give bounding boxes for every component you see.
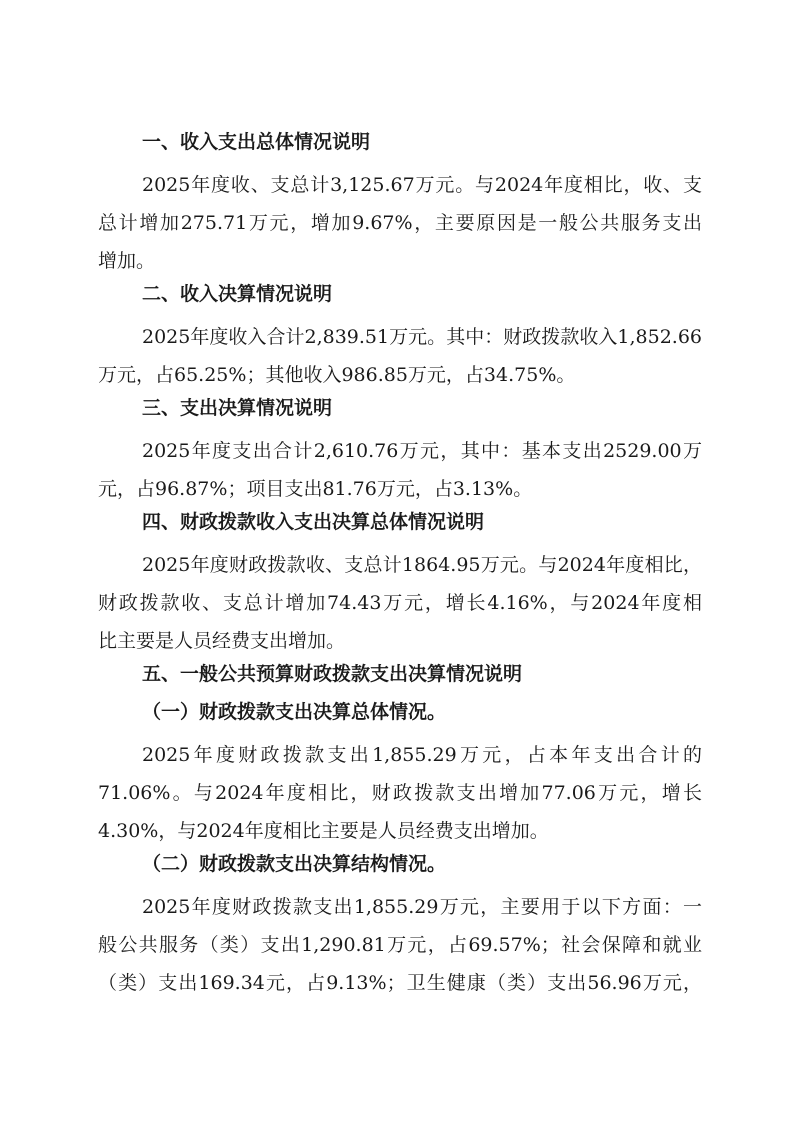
paragraph-line: 2025年度收入合计2,839.51万元。其中：财政拨款收入1,852.66 <box>142 326 702 348</box>
subsection-heading-2: （二）财政拨款支出决算结构情况。 <box>142 853 447 875</box>
section-heading-3: 三、支出决算情况说明 <box>142 397 333 419</box>
section-paragraph-1 <box>98 166 702 280</box>
paragraph-line: 2025年度财政拨款支出1,855.29万元，占本年支出合计的 <box>142 744 702 766</box>
section-heading-5: 五、一般公共预算财政拨款支出决算情况说明 <box>142 663 523 685</box>
paragraph-line: 2025年度收、支总计3,125.67万元。与2024年度相比，收、支 <box>142 174 702 196</box>
paragraph-line: 比主要是人员经费支出增加。 <box>98 630 346 652</box>
section-paragraph-4 <box>98 546 702 660</box>
paragraph-line: 2025年度支出合计2,610.76万元，其中：基本支出2529.00万 <box>142 440 702 462</box>
paragraph-line: （类）支出169.34元，占9.13%；卫生健康（类）支出56.96万元， <box>98 972 702 994</box>
section-paragraph-3 <box>98 432 702 508</box>
section-heading-2: 二、收入决算情况说明 <box>142 283 333 305</box>
paragraph-line: 财政拨款收、支总计增加74.43万元，增长4.16%，与2024年度相 <box>98 592 702 614</box>
section-heading-4: 四、财政拨款收入支出决算总体情况说明 <box>142 511 485 533</box>
document-body <box>98 128 702 1002</box>
paragraph-line: 71.06%。与2024年度相比，财政拨款支出增加77.06万元，增长 <box>98 782 702 804</box>
paragraph-line: 总计增加275.71万元，增加9.67%，主要原因是一般公共服务支出 <box>98 212 702 234</box>
subsection-heading-1: （一）财政拨款支出决算总体情况。 <box>142 701 447 723</box>
paragraph-line: 增加。 <box>98 250 156 272</box>
paragraph-line: 2025年度财政拨款支出1,855.29万元，主要用于以下方面：一 <box>142 896 702 918</box>
paragraph-line: 2025年度财政拨款收、支总计1864.95万元。与2024年度相比， <box>142 554 702 576</box>
section-heading-1: 一、收入支出总体情况说明 <box>142 131 371 153</box>
paragraph-line: 4.30%，与2024年度相比主要是人员经费支出增加。 <box>98 820 549 842</box>
subsection-paragraph-2 <box>98 888 702 1002</box>
paragraph-line: 般公共服务（类）支出1,290.81万元，占69.57%；社会保障和就业 <box>98 934 702 956</box>
paragraph-line: 元，占96.87%；项目支出81.76万元，占3.13%。 <box>98 478 533 500</box>
paragraph-line: 万元，占65.25%；其他收入986.85万元，占34.75%。 <box>98 364 576 386</box>
section-paragraph-2 <box>98 318 702 394</box>
subsection-paragraph-1 <box>98 736 702 850</box>
